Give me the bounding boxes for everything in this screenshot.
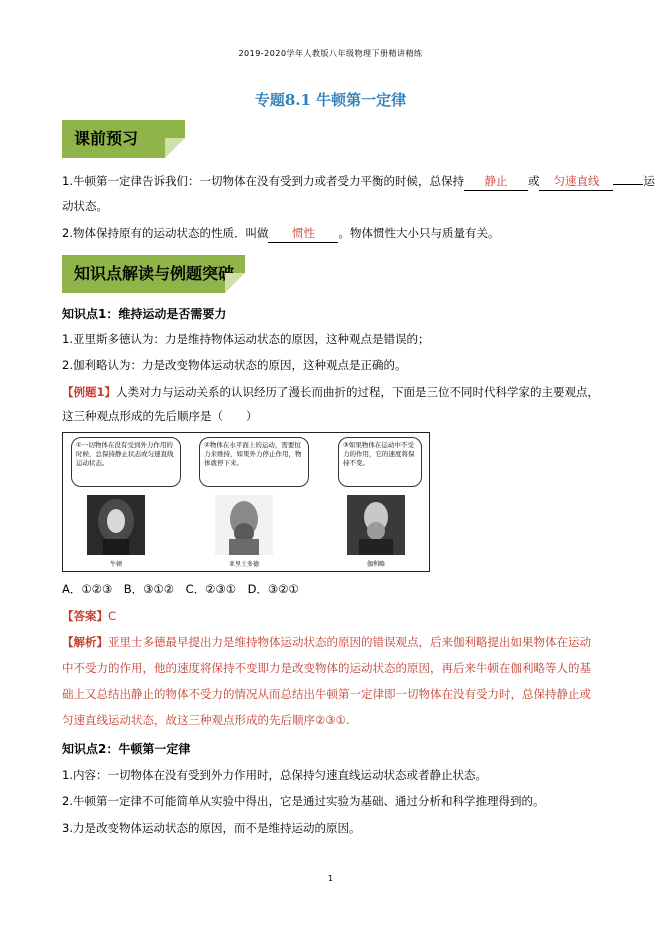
bubble-aristotle: ②物体在水平面上的运动，需要恒力来维持，如果外力停止作用，物体就停下来。 [199,437,309,487]
example-1-label: 【例题1】 [62,385,117,399]
analysis-line-4: 匀速直线运动状态，故这三种观点形成的先后顺序②③①. [62,713,350,727]
preview-line-1-mid: 或 [527,174,540,188]
preview-line-2-prefix: 2.物体保持原有的运动状态的性质．叫做 [62,226,269,240]
preview-line-2-suffix: 。物体惯性大小只与质量有关。 [338,226,500,240]
answer-line [62,607,116,625]
analysis-label: 【解析】 [62,635,108,649]
preview-line-1-cont: 动状态。 [62,199,108,213]
kp2-item-1: 1.内容：一切物体在没有受到外力作用时，总保持匀速直线运动状态或者静止状态。 [62,768,487,782]
preview-line-1-suffix: 运 [643,174,655,188]
kp2-item-2: 2.牛顿第一定律不可能简单从实验中得出，它是通过实验为基础、通过分析和科学推理得到的。 [62,794,545,808]
blank-1: 静止 [464,172,528,191]
kp1-title: 知识点1：维持运动是否需要力 [62,307,227,321]
page-title: 专题8.1 牛顿第一定律 [254,91,407,109]
newton-portrait [87,495,145,555]
kp2-item-3: 3.力是改变物体运动状态的原因，而不是维持运动的原因。 [62,821,361,835]
scientists-figure [62,432,430,572]
banner-fold-decoration [225,273,245,293]
bubble-galileo: ③如果物体在运动中不受力的作用，它的速度将保持不变。 [338,437,422,487]
blank-2: 匀速直线 [539,172,613,191]
analysis-line-2: 中不受力的作用，他的速度将保持不变即力是改变物体的运动状态的原因，再后来牛顿在伽利略等人的基 [62,661,591,675]
section-banner-knowledge [62,255,245,293]
galileo-portrait [347,495,405,555]
example-1-body: 人类对力与运动关系的认识经历了漫长而曲折的过程，下面是三位不同时代科学家的主要观点， [116,385,600,399]
section-banner-preview-label: 课前预习 [74,129,139,148]
kp2-title: 知识点2：牛顿第一定律 [62,742,191,756]
analysis-line-1 [62,633,591,651]
blank-3: 惯性 [268,224,338,243]
page-header: 2019-2020学年人教版八年级物理下册精讲精练 [238,49,423,58]
section-banner-knowledge-label: 知识点解读与例题突破 [74,264,235,283]
page-number: 1 [327,874,334,883]
preview-line-2 [62,224,499,243]
banner-fold-decoration [165,138,185,158]
caption-aristotle: 亚里士多德 [228,561,259,568]
aristotle-portrait [215,495,273,555]
analysis-line-3: 础上又总结出静止的物体不受力的情况从而总结出牛顿第一定律即一切物体在没有受力时，总保持静止或 [62,687,591,701]
kp1-item-1: 1.亚里斯多德认为：力是维持物体运动状态的原因，这种观点是错误的； [62,332,430,346]
preview-line-1-prefix: 1.牛顿第一定律告诉我们：一切物体在没有受到力或者受力平衡的时候，总保持 [62,174,464,188]
analysis-text-1: 亚里士多德最早提出力是维持物体运动状态的原因的错误观点，后来伽利略提出如果物体在运动 [108,635,591,649]
answer-options: A．①②③ B．③①② C．②③① D．③②① [62,582,299,596]
answer-label: 【答案】 [62,609,108,623]
caption-galileo: 伽利略 [366,561,385,568]
blank-2-tail [613,184,643,185]
kp1-item-2: 2.伽利略认为：力是改变物体运动状态的原因，这种观点是正确的。 [62,358,407,372]
caption-newton: 牛顿 [109,561,122,568]
example-1-text [62,383,599,401]
example-1-text-2: 这三种观点形成的先后顺序是（ ） [62,409,258,423]
section-banner-preview [62,120,185,158]
bubble-newton: ①一切物体在没有受到外力作用的时候，总保持静止状态或匀速直线运动状态。 [71,437,181,487]
preview-line-1 [62,172,655,191]
answer-value: C [108,609,117,623]
